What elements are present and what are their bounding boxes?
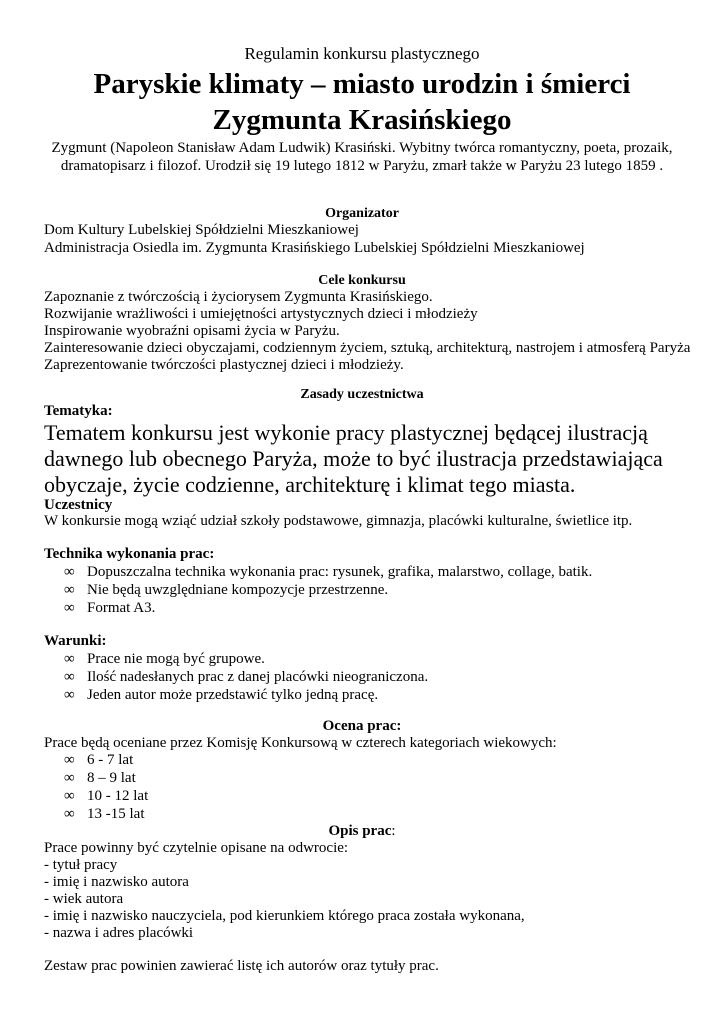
goal-line: Inspirowanie wyobraźni opisami życia w Paryżu. [44, 323, 340, 339]
theme-label: Tematyka: [44, 403, 113, 419]
condition-item-text: Prace nie mogą być grupowe. [87, 651, 265, 667]
conditions-label: Warunki: [44, 633, 107, 649]
goals-heading: Cele konkursu [318, 273, 406, 288]
infinity-bullet-icon: ∞ [64, 752, 75, 768]
condition-item-text: Ilość nadesłanych prac z danej placówki nieograniczona. [87, 669, 429, 685]
infinity-bullet-icon: ∞ [64, 806, 75, 822]
intro-line: Zygmunt (Napoleon Stanisław Adam Ludwik) Krasiński. Wybitny twórca romantyczny, poeta, prozaik, [51, 140, 673, 156]
participants-label: Uczestnicy [44, 497, 113, 513]
condition-item [64, 651, 265, 668]
description-item: - tytuł pracy [44, 857, 118, 873]
document-title-line-1: Paryskie klimaty – miasto urodzin i śmierci [93, 68, 631, 100]
age-category-text: 6 - 7 lat [87, 752, 134, 768]
theme-line: dawnego lub obecnego Paryża, może to być ilustracja przedstawiająca [44, 446, 663, 471]
technique-label: Technika wykonania prac: [44, 546, 215, 562]
evaluation-heading: Ocena prac: [322, 718, 402, 734]
condition-item-text: Jeden autor może przedstawić tylko jedną pracę. [87, 687, 379, 703]
infinity-bullet-icon: ∞ [64, 669, 75, 685]
age-category-text: 8 – 9 lat [87, 770, 136, 786]
infinity-bullet-icon: ∞ [64, 564, 75, 580]
goal-line: Zainteresowanie dzieci obyczajami, codziennym życiem, sztuką, architekturą, nastrojem i atmosferą Paryża [44, 340, 691, 356]
evaluation-text: Prace będą oceniane przez Komisję Konkursową w czterech kategoriach wiekowych: [44, 735, 557, 751]
rules-heading: Zasady uczestnictwa [300, 387, 424, 402]
condition-item [64, 687, 378, 704]
age-category-text: 13 -15 lat [87, 806, 145, 822]
organizer-line: Dom Kultury Lubelskiej Spółdzielni Mieszkaniowej [44, 222, 359, 238]
participants-text: W konkursie mogą wziąć udział szkoły podstawowe, gimnazja, placówki kulturalne, świetlice itp. [44, 513, 633, 529]
document-subtitle: Regulamin konkursu plastycznego [244, 44, 480, 63]
technique-item-text: Format A3. [87, 600, 156, 616]
theme-line: obyczaje, życie codzienne, architekturę i klimat tego miasta. [44, 472, 576, 497]
technique-item [64, 600, 155, 617]
intro-line: dramatopisarz i filozof. Urodził się 19 lutego 1812 w Paryżu, zmarł także w Paryżu 23 lutego 1859 . [60, 158, 664, 174]
goal-line: Zaprezentowanie twórczości plastycznej dzieci i młodzieży. [44, 357, 404, 373]
infinity-bullet-icon: ∞ [64, 770, 75, 786]
description-closing: Zestaw prac powinien zawierać listę ich autorów oraz tytuły prac. [44, 958, 439, 974]
age-category-item [64, 752, 133, 769]
technique-item-text: Dopuszczalna technika wykonania prac: rysunek, grafika, malarstwo, collage, batik. [87, 564, 593, 580]
infinity-bullet-icon: ∞ [64, 600, 75, 616]
age-category-item [64, 788, 148, 805]
technique-item [64, 582, 388, 599]
theme-line: Tematem konkursu jest wykonie pracy plastycznej będącej ilustracją [44, 420, 648, 445]
goal-line: Rozwijanie wrażliwości i umiejętności artystycznych dzieci i młodzieży [44, 306, 478, 322]
description-text: Prace powinny być czytelnie opisane na odwrocie: [44, 840, 349, 856]
age-category-text: 10 - 12 lat [87, 788, 149, 804]
description-item: - wiek autora [44, 891, 124, 907]
condition-item [64, 669, 428, 686]
description-heading: Opis prac [328, 823, 392, 839]
infinity-bullet-icon: ∞ [64, 687, 75, 703]
description-item: - nazwa i adres placówki [44, 925, 194, 941]
organizer-heading: Organizator [325, 206, 399, 221]
description-item: - imię i nazwisko nauczyciela, pod kierunkiem którego praca została wykonana, [44, 908, 525, 924]
age-category-item [64, 806, 145, 823]
description-item: - imię i nazwisko autora [44, 874, 189, 890]
technique-item-text: Nie będą uwzględniane kompozycje przestrzenne. [87, 582, 389, 598]
infinity-bullet-icon: ∞ [64, 651, 75, 667]
technique-item [64, 564, 592, 581]
intro-paragraph [0, 139, 724, 175]
document-title-line-2: Zygmunta Krasińskiego [212, 104, 512, 136]
description-heading-row [0, 823, 724, 840]
age-category-item [64, 770, 136, 787]
infinity-bullet-icon: ∞ [64, 788, 75, 804]
description-heading-colon: : [391, 823, 396, 839]
organizer-line: Administracja Osiedla im. Zygmunta Krasińskiego Lubelskiej Spółdzielni Mieszkaniowej [44, 240, 585, 256]
goal-line: Zapoznanie z twórczością i życiorysem Zygmunta Krasińskiego. [44, 289, 433, 305]
infinity-bullet-icon: ∞ [64, 582, 75, 598]
